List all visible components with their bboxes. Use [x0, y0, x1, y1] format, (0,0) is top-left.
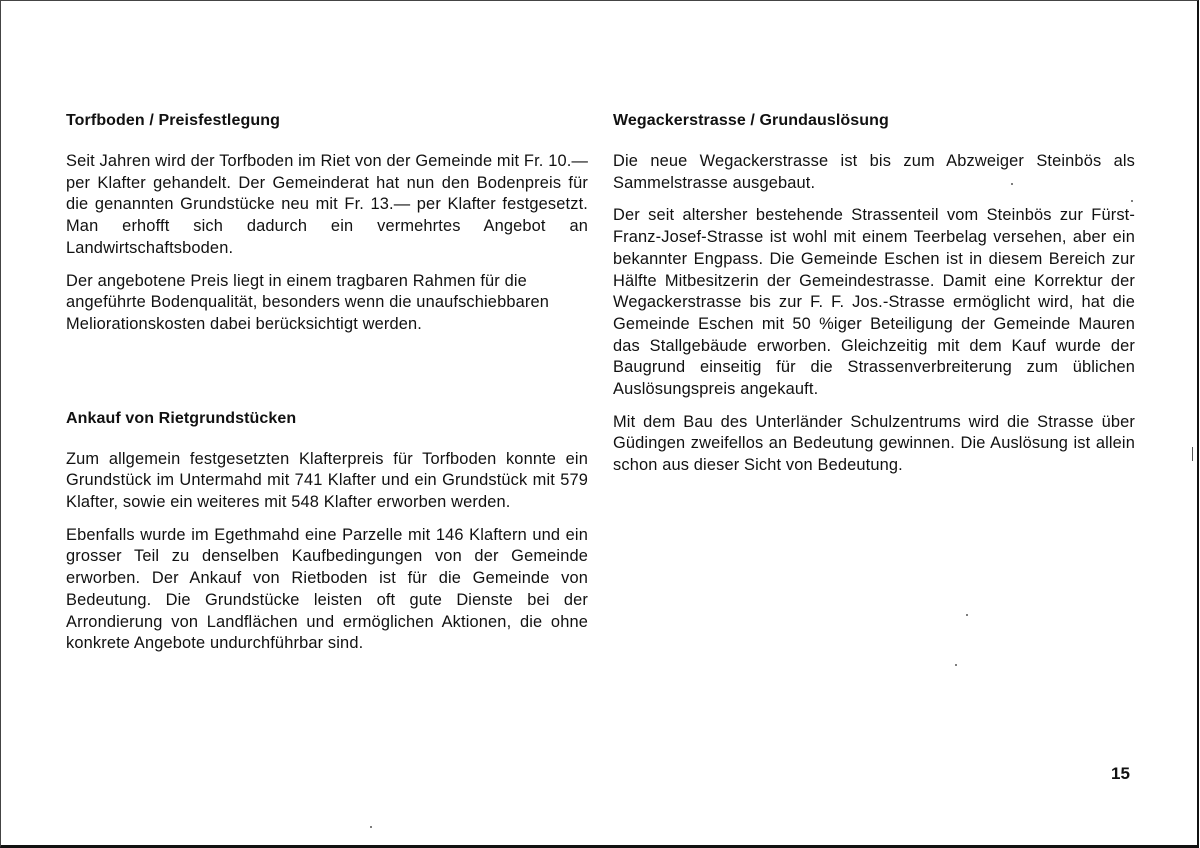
left-column [66, 110, 588, 655]
right-column [613, 110, 1135, 477]
scan-speck [1011, 183, 1013, 185]
scan-speck [1131, 200, 1133, 202]
scan-edge-mark [1192, 447, 1193, 461]
scan-speck [966, 614, 968, 616]
section-heading-torfboden: Torfboden / Preisfestlegung [66, 112, 280, 129]
page-number: 15 [1111, 764, 1130, 783]
paragraph-ankauf-1: Zum allgemein festgesetzten Klafterpreis für Torfboden konnte ein Grundstück im Untermahd mit 741 Klafter und ein Grundstück mit 579 Klafter, sowie ein weiteres mit 548 Klafter erworben werden. [66, 449, 588, 512]
paragraph-wegacker-2: Der seit altersher bestehende Strassenteil vom Steinbös zur Fürst-Franz-Josef-Strasse ist wohl mit einem Teerbelag versehen, aber ein bekannter Engpass. Die Gemeinde Eschen ist in diesem Bereich zur Hälfte Mitbesitzerin der Gemeindestrasse. Damit eine Korrektur der Wegackerstrasse bis zur F. F. Jos.-Strasse ermöglicht wird, hat die Gemeinde Eschen mit 50 %iger Beteiligung der Gemeinde Mauren das Stallgebäude erworben. Gleichzeitig mit dem Kauf wurde der Baugrund einseitig für die Strassenverbreiterung zum üblichen Auslösungspreis angekauft. [613, 206, 1135, 399]
scan-speck [370, 826, 372, 828]
paragraph-wegacker-3: Mit dem Bau des Unterländer Schulzentrums wird die Strasse über Güdingen zweifellos an Bedeutung gewinnen. Die Auslösung ist allein schon aus dieser Sicht von Bedeutung. [613, 412, 1135, 475]
scan-speck [955, 664, 957, 666]
paragraph-torfboden-2: Der angebotene Preis liegt in einem tragbaren Rahmen für die angeführte Bodenqualität, besonders wenn die unaufschiebbaren Meliorationskosten dabei berücksichtigt werden. [66, 271, 550, 333]
section-heading-ankauf: Ankauf von Rietgrundstücken [66, 409, 297, 427]
paragraph-torfboden-1: Seit Jahren wird der Torfboden im Riet von der Gemeinde mit Fr. 10.— per Klafter gehandelt. Der Gemeinderat hat nun den Bodenpreis für die genannten Grundstücke neu mit Fr. 13.— per Klafter festgesetzt. Man erhofft sich dadurch ein vermehrtes Angebot an Landwirtschaftsboden. [66, 152, 588, 257]
paragraph-wegacker-1: Die neue Wegackerstrasse ist bis zum Abzweiger Steinbös als Sammelstrasse ausgebaut. [613, 152, 1135, 192]
section-heading-wegackerstrasse: Wegackerstrasse / Grundauslösung [613, 112, 889, 129]
paragraph-ankauf-2: Ebenfalls wurde im Egethmahd eine Parzelle mit 146 Klaftern und ein grosser Teil zu denselben Kaufbedingungen von der Gemeinde erworben. Der Ankauf von Rietboden ist für die Gemeinde von Bedeutung. Die Grundstücke leisten oft gute Dienste bei der Arrondierung von Landflächen und ermöglichen Aktionen, die ohne konkrete Angebote undurchführbar sind. [66, 525, 588, 653]
